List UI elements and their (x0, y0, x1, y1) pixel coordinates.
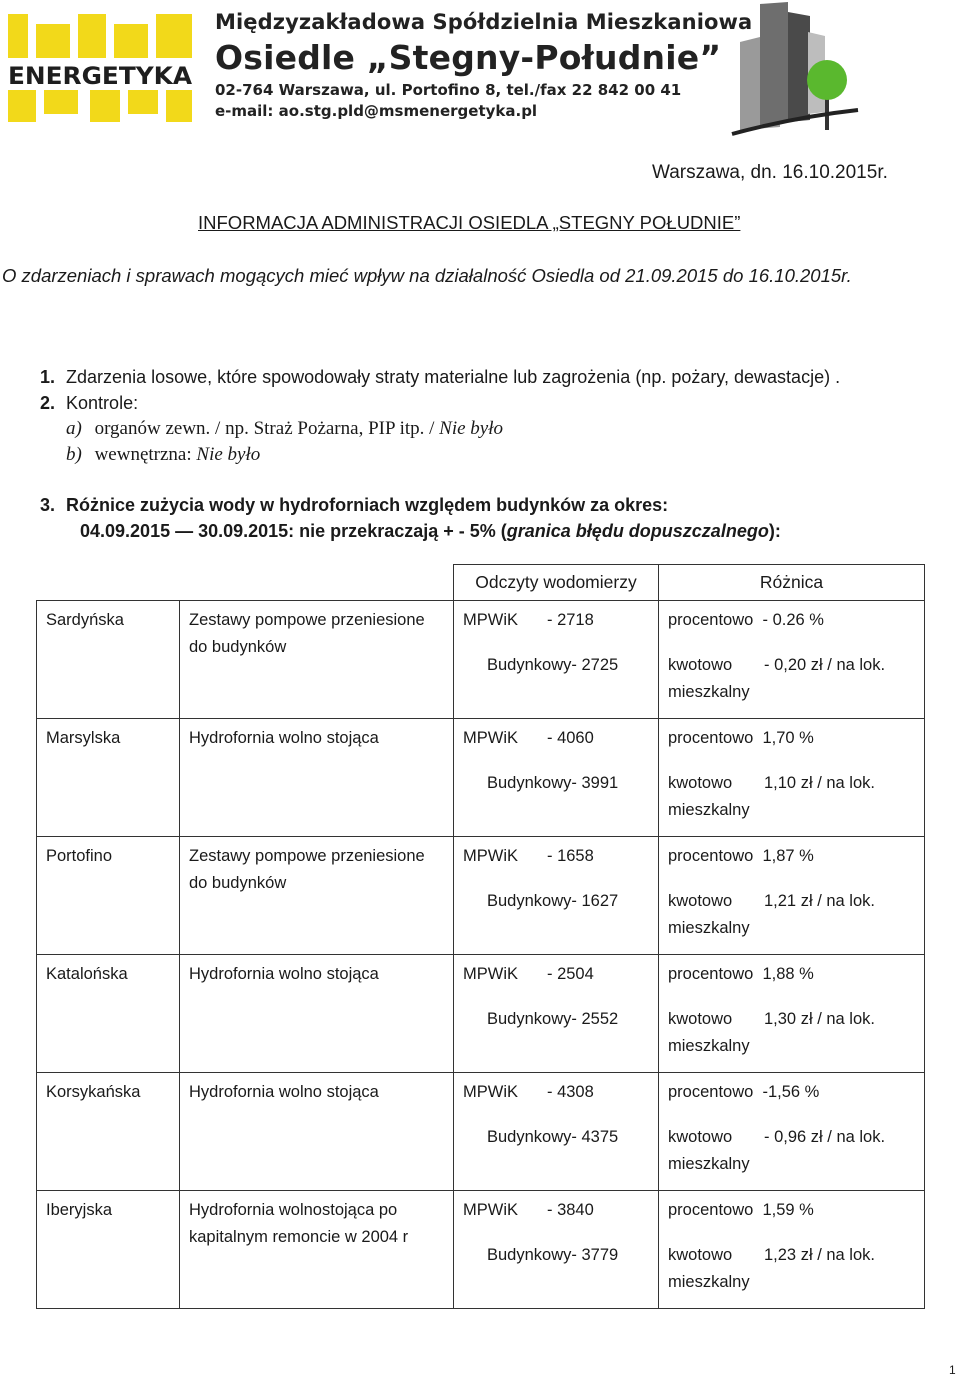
building-label: Budynkowy- (487, 892, 577, 910)
amt-label: kwotowo (668, 656, 733, 674)
meter-readings (454, 601, 659, 719)
item-3-period (80, 521, 781, 542)
mpwik-value: - 1658 (547, 847, 594, 865)
mpwik-label: MPWiK (463, 847, 518, 865)
org-email: e-mail: ao.stg.pld@msmenergetyka.pl (215, 102, 538, 120)
estate-name: Korsykańska (37, 1073, 180, 1191)
item-1-text: Zdarzenia losowe, które spowodowały straty materialne lub zagrożenia (np. pożary, dewastacje) . (66, 367, 841, 387)
building-label: Budynkowy- (487, 656, 577, 674)
station-type: Hydrofornia wolno stojąca (180, 955, 454, 1073)
document-subtitle: O zdarzeniach i sprawach mogących mieć wpływ na działalność Osiedla od 21.09.2015 do 16.10.2015r. (2, 265, 852, 286)
building-value: 1627 (581, 892, 619, 910)
meter-readings (454, 719, 659, 837)
mpwik-value: - 4308 (547, 1083, 594, 1101)
item-3 (40, 495, 668, 516)
building-value: 3779 (581, 1246, 619, 1264)
amt-value: - 0,20 zł / na lok. mieszkalny (668, 656, 886, 701)
item-2 (40, 393, 138, 414)
pct-value: - 0.26 % (762, 611, 824, 629)
amt-value: 1,21 zł / na lok. mieszkalny (668, 892, 875, 937)
mpwik-label: MPWiK (463, 729, 518, 747)
building-label: Budynkowy- (487, 1246, 577, 1264)
building-value: 2552 (581, 1010, 619, 1028)
difference (659, 837, 925, 955)
table-row (37, 719, 925, 837)
estate-name: Sardyńska (37, 601, 180, 719)
amt-value: - 0,96 zł / na lok. mieszkalny (668, 1128, 886, 1173)
item-2a-label: a) (66, 418, 82, 439)
water-usage-table (36, 564, 925, 1309)
building-tree-icon (730, 2, 860, 137)
org-name-line1: Międzyzakładowa Spółdzielnia Mieszkaniowa (215, 10, 753, 34)
table-row (37, 1191, 925, 1309)
table-row (37, 837, 925, 955)
org-address: 02-764 Warszawa, ul. Portofino 8, tel./fax 22 842 00 41 (215, 81, 682, 99)
item-2a (66, 418, 503, 440)
mpwik-label: MPWiK (463, 965, 518, 983)
item-3-line2-end: ): (768, 521, 781, 541)
station-type: Zestawy pompowe przeniesione do budynków (180, 837, 454, 955)
amt-label: kwotowo (668, 1128, 733, 1146)
item-2-text: Kontrole: (66, 393, 139, 413)
item-2-number: 2. (40, 393, 56, 413)
difference (659, 1191, 925, 1309)
building-label: Budynkowy- (487, 1128, 577, 1146)
amt-label: kwotowo (668, 1010, 733, 1028)
header-difference: Różnica (659, 565, 925, 601)
meter-readings (454, 1073, 659, 1191)
table-row (37, 955, 925, 1073)
pct-value: 1,70 % (762, 729, 814, 747)
amt-label: kwotowo (668, 774, 733, 792)
amt-value: 1,10 zł / na lok. mieszkalny (668, 774, 875, 819)
amt-value: 1,23 zł / na lok. mieszkalny (668, 1246, 875, 1291)
pct-label: procentowo (668, 847, 754, 865)
difference (659, 601, 925, 719)
building-label: Budynkowy- (487, 1010, 577, 1028)
item-2b-label: b) (66, 444, 82, 465)
mpwik-label: MPWiK (463, 1083, 518, 1101)
table-row (37, 601, 925, 719)
item-2a-text: organów zewn. / np. Straż Pożarna, PIP itp. / (94, 418, 435, 439)
table-header-row (37, 565, 925, 601)
item-1-number: 1. (40, 367, 56, 387)
station-type: Hydrofornia wolno stojąca (180, 719, 454, 837)
page-number: 1 (949, 1363, 956, 1377)
difference (659, 1073, 925, 1191)
building-value: 2725 (581, 656, 619, 674)
org-header (215, 10, 752, 120)
estate-name: Iberyjska (37, 1191, 180, 1309)
pct-value: 1,59 % (762, 1201, 814, 1219)
logo-text: ENERGETYKA (8, 62, 193, 90)
pct-value: 1,87 % (762, 847, 814, 865)
meter-readings (454, 955, 659, 1073)
station-type: Hydrofornia wolnostojąca po kapitalnym remoncie w 2004 r (180, 1191, 454, 1309)
header-readings: Odczyty wodomierzy (454, 565, 659, 601)
item-2a-value: Nie było (439, 418, 504, 439)
pct-label: procentowo (668, 729, 754, 747)
difference (659, 719, 925, 837)
meter-readings (454, 837, 659, 955)
item-3-line1: Różnice zużycia wody w hydroforniach względem budynków za okres: (66, 495, 669, 515)
building-value: 4375 (581, 1128, 619, 1146)
pct-label: procentowo (668, 965, 754, 983)
estate-name: Portofino (37, 837, 180, 955)
pct-label: procentowo (668, 1083, 754, 1101)
pct-label: procentowo (668, 611, 754, 629)
document-title: INFORMACJA ADMINISTRACJI OSIEDLA „STEGNY POŁUDNIE” (198, 212, 741, 233)
document-date: Warszawa, dn. 16.10.2015r. (652, 162, 888, 183)
item-2b (66, 444, 260, 466)
item-3-number: 3. (40, 495, 56, 515)
item-3-line2: 04.09.2015 — 30.09.2015: nie przekraczają + - 5% ( (80, 521, 507, 541)
building-value: 3991 (581, 774, 619, 792)
mpwik-value: - 3840 (547, 1201, 594, 1219)
mpwik-value: - 2718 (547, 611, 594, 629)
meter-readings (454, 1191, 659, 1309)
amt-label: kwotowo (668, 892, 733, 910)
mpwik-value: - 4060 (547, 729, 594, 747)
table-row (37, 1073, 925, 1191)
energetyka-logo (8, 14, 194, 124)
pct-value: 1,88 % (762, 965, 814, 983)
org-name-line2: Osiedle „Stegny-Południe” (215, 38, 722, 77)
amt-label: kwotowo (668, 1246, 733, 1264)
mpwik-label: MPWiK (463, 1201, 518, 1219)
station-type: Zestawy pompowe przeniesione do budynków (180, 601, 454, 719)
mpwik-label: MPWiK (463, 611, 518, 629)
item-2b-text: wewnętrzna: (94, 444, 192, 465)
estate-name: Katalońska (37, 955, 180, 1073)
item-2b-value: Nie było (196, 444, 261, 465)
building-label: Budynkowy- (487, 774, 577, 792)
amt-value: 1,30 zł / na lok. mieszkalny (668, 1010, 875, 1055)
pct-label: procentowo (668, 1201, 754, 1219)
pct-value: -1,56 % (762, 1083, 820, 1101)
station-type: Hydrofornia wolno stojąca (180, 1073, 454, 1191)
difference (659, 955, 925, 1073)
item-1 (40, 367, 840, 388)
mpwik-value: - 2504 (547, 965, 594, 983)
item-3-line2-italic: granica błędu dopuszczalnego (506, 521, 769, 541)
estate-name: Marsylska (37, 719, 180, 837)
